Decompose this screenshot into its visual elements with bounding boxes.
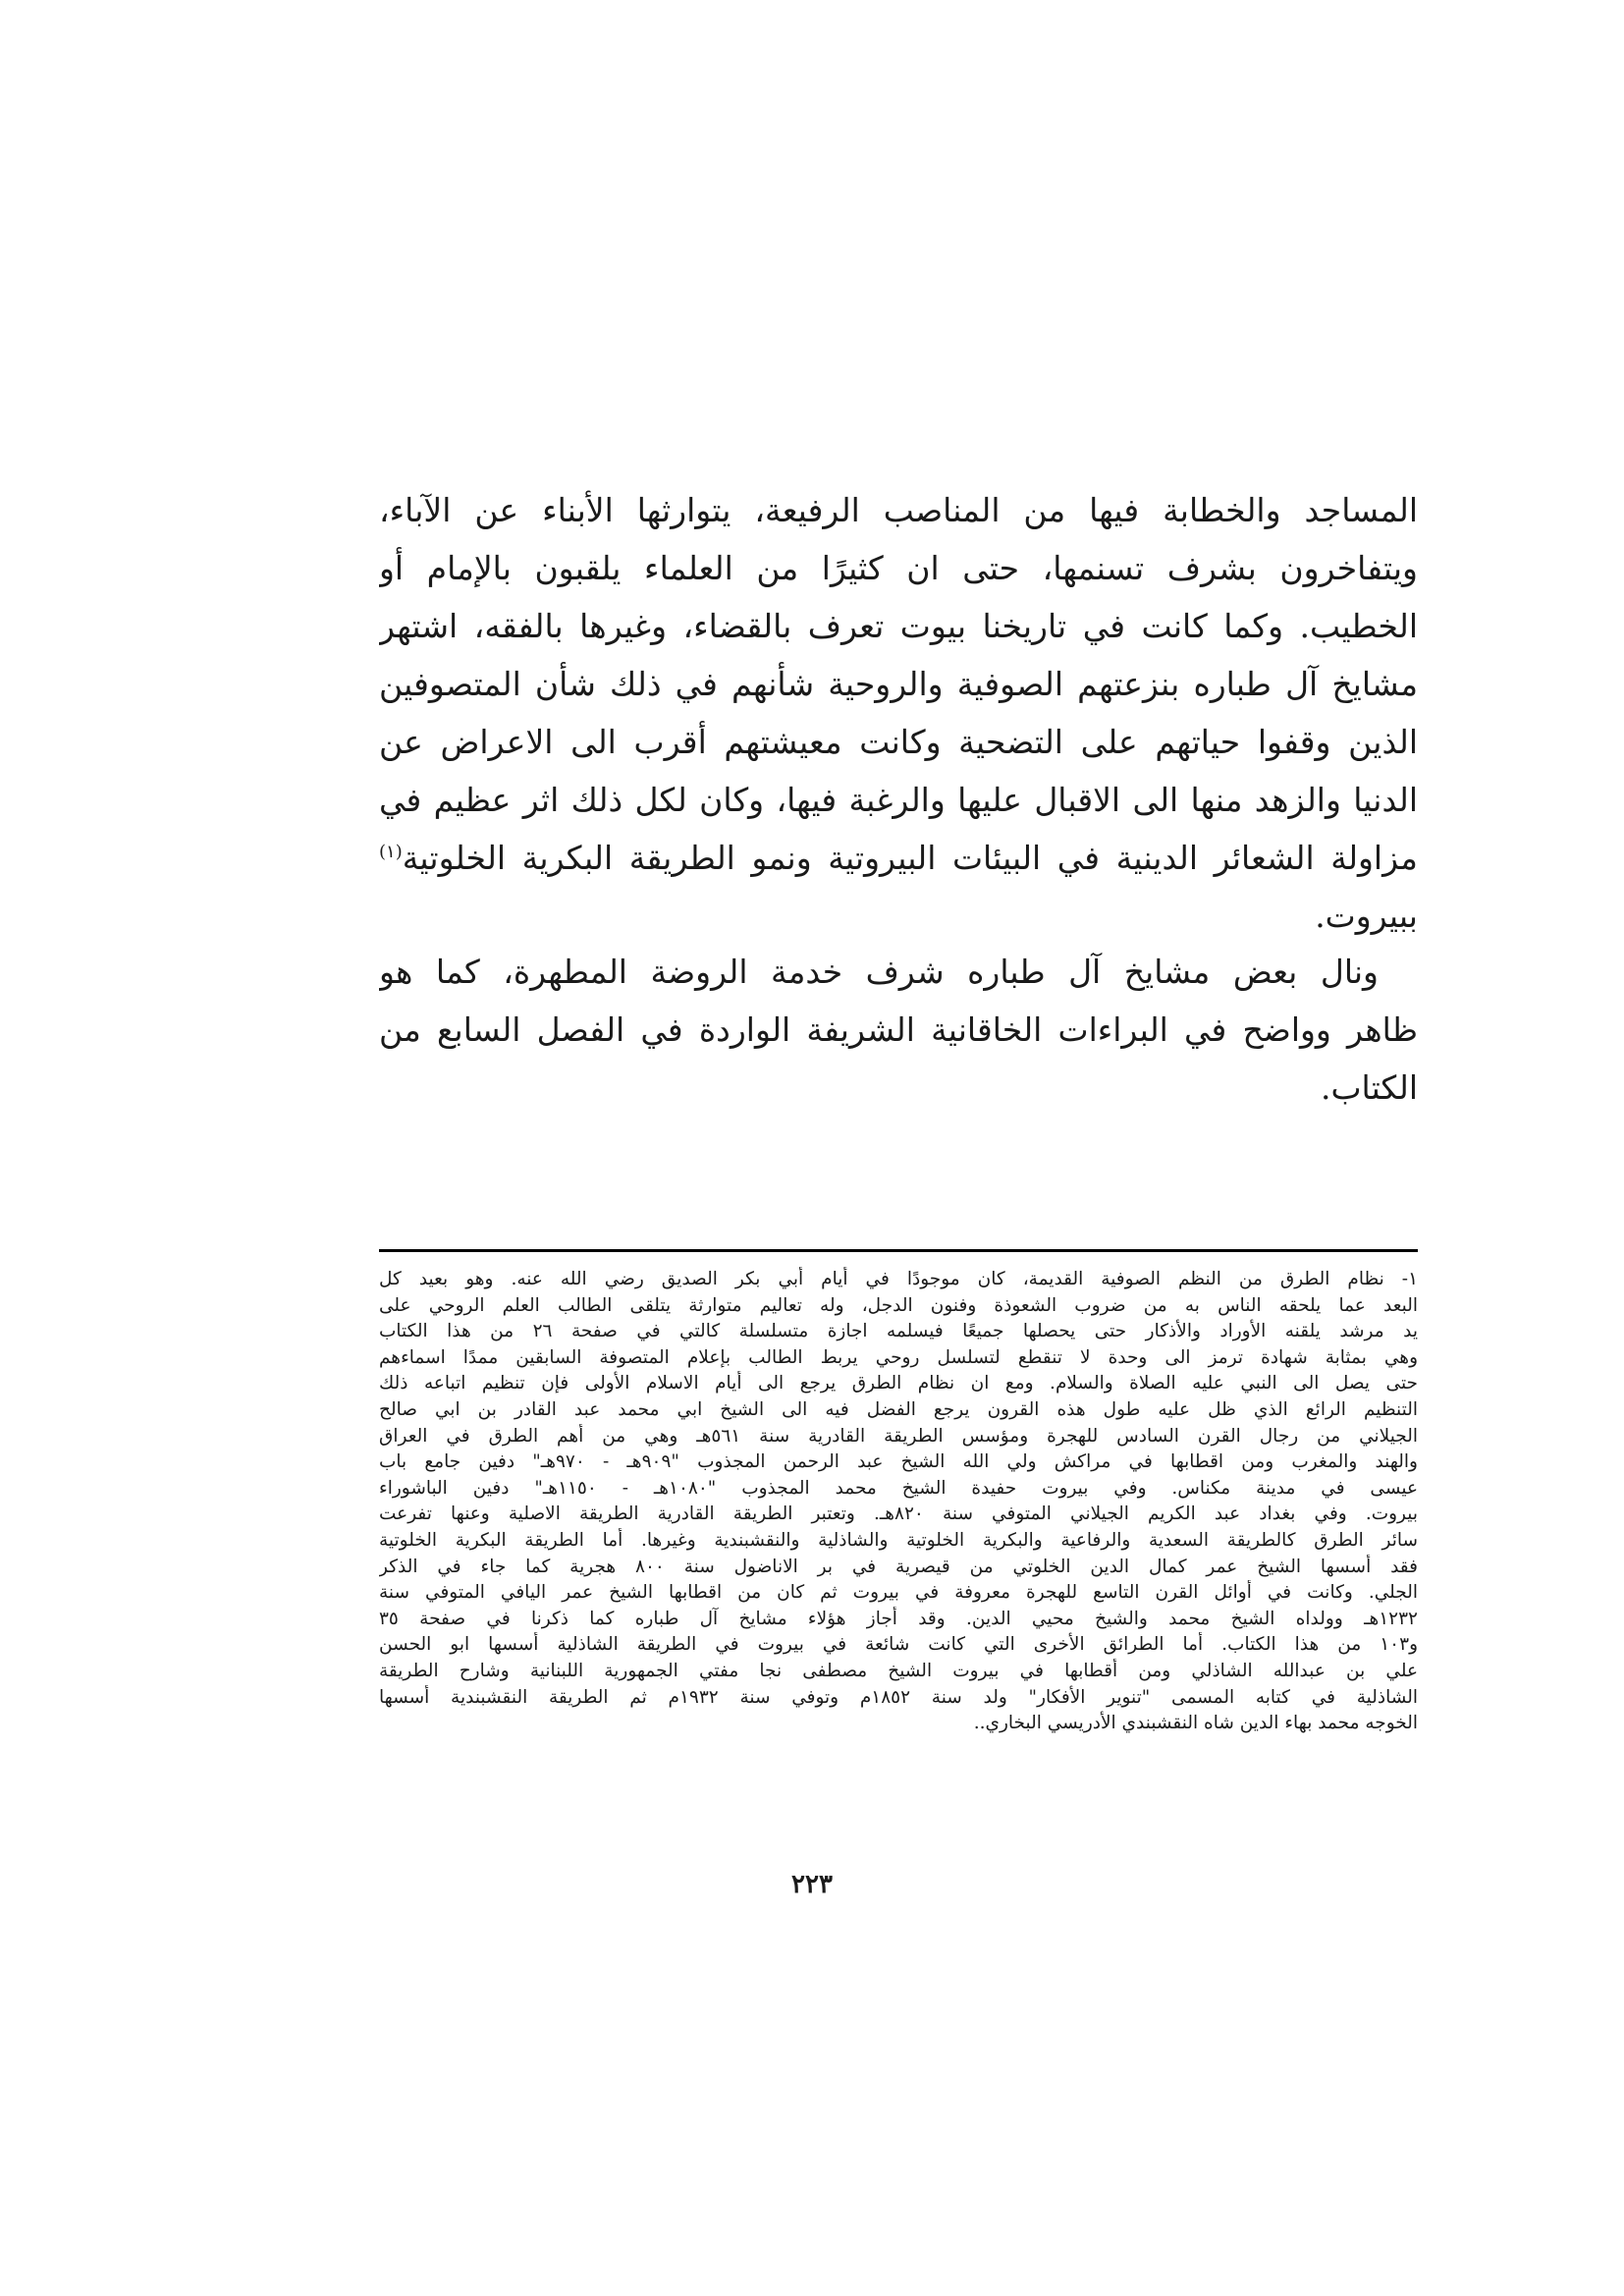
page-number: ٢٢٣	[791, 1870, 833, 1899]
footnote-line: بيروت. وفي بغداد عبد الكريم الجيلاني المتوفي سنة ٨٢٠هـ. وتعتبر الطريقة القادرية الطريقة الاصلية وعنها تفرعت	[379, 1503, 1418, 1525]
footnote-line: الخوجه محمد بهاء الدين شاه النقشبندي الأدريسي البخاري..	[973, 1713, 1418, 1734]
body-line: ونال بعض مشايخ آل طباره شرف خدمة الروضة المطهرة، كما هو	[379, 953, 1379, 991]
body-line: الكتاب.	[1320, 1068, 1418, 1107]
footnote-line: حتى يصل الى النبي عليه الصلاة والسلام. ومع ان نظام الطرق يرجع الى أيام الاسلام الأولى فإن تنظيم اتباعه ذلك	[379, 1373, 1418, 1394]
body-line: ببيروت.	[1315, 897, 1418, 935]
footnote-line: الشاذلية في كتابه المسمى "تنوير الأفكار" ولد سنة ١٨٥٢م وتوفي سنة ١٩٣٢م ثم الطريقة النقشبندية أسسها	[379, 1686, 1418, 1708]
footnote-line: عيسى في مدينة مكناس. وفي بيروت حفيدة الشيخ محمد المجذوب "١٠٨٠هـ - ١١٥٠هـ" دفين الباشوراء	[379, 1477, 1418, 1499]
body-line: مشايخ آل طباره بنزعتهم الصوفية والروحية شأنهم في ذلك شأن المتصوفين	[379, 665, 1418, 703]
footnote-line: وهي بمثابة شهادة ترمز الى وحدة لا تنقطع لتسلسل روحي يربط الطالب بإعلام المتصوفة السابقين ممدًا اسماءهم	[379, 1346, 1418, 1368]
body-line: ظاهر وواضح في البراءات الخاقانية الشريفة الواردة في الفصل السابع من	[379, 1011, 1418, 1049]
body-paragraph-2	[379, 943, 1418, 1117]
body-line: المساجد والخطابة فيها من المناصب الرفيعة، يتوارثها الأبناء عن الآباء،	[379, 491, 1418, 529]
body-line: ويتفاخرون بشرف تسنمها، حتى ان كثيرًا من العلماء يلقبون بالإمام أو	[379, 549, 1418, 587]
footnote-line: فقد أسسها الشيخ عمر كمال الدين الخلوتي من قيصرية في بر الاناضول سنة ٨٠٠ هجرية كما جاء في الذكر	[379, 1556, 1418, 1577]
body-paragraph-1	[379, 481, 1418, 945]
footnote-line: ١٢٣٢هـ وولداه الشيخ محمد والشيخ محيي الدين. وقد أجاز هؤلاء مشايخ آل طباره كما ذكرنا في صفحة ٣٥	[379, 1608, 1418, 1629]
footnote-marker: (١)	[379, 842, 403, 862]
footnote-separator	[379, 1249, 1418, 1252]
body-line: الذين وقفوا حياتهم على التضحية وكانت معيشتهم أقرب الى الاعراض عن	[379, 723, 1418, 761]
footnote-line: البعد عما يلحقه الناس به من ضروب الشعوذة وفنون الدجل، وله تعاليم متوارثة يتلقى الطالب العلم الروحي على	[379, 1294, 1418, 1316]
body-line: الدنيا والزهد منها الى الاقبال عليها والرغبة فيها، وكان لكل ذلك اثر عظيم في	[379, 781, 1418, 819]
footnote-line: الجيلاني من رجال القرن السادس للهجرة ومؤسس الطريقة القادرية سنة ٥٦١هـ وهي من أهم الطرق في العراق	[379, 1425, 1418, 1447]
footnote-line: علي بن عبدالله الشاذلي ومن أقطابها في بيروت الشيخ مصطفى نجا مفتي الجمهورية اللبنانية وشارح الطريقة	[379, 1660, 1418, 1681]
footnote-line: والهند والمغرب ومن اقطابها في مراكش ولي الله الشيخ عبد الرحمن المجذوب "٩٠٩هـ - ٩٧٠هـ" دفين جامع باب	[379, 1451, 1418, 1473]
body-line-text: مزاولة الشعائر الدينية في البيئات البيروتية ونمو الطريقة البكرية الخلوتية	[402, 839, 1418, 877]
footnote-line: يد مرشد يلقنه الأوراد والأذكار حتى يحصلها جميعًا فيسلمه اجازة متسلسلة كالتي في صفحة ٢٦ من هذا الكتاب	[379, 1321, 1418, 1342]
footnote-line: التنظيم الرائع الذي ظل عليه طول هذه القرون يرجع الفضل فيه الى الشيخ ابي محمد عبد القادر بن ابي صالح	[379, 1398, 1418, 1420]
body-line-with-footnote	[379, 829, 1418, 887]
footnote-block	[379, 1267, 1418, 1737]
footnote-line: الجلي. وكانت في أوائل القرن التاسع للهجرة معروفة في بيروت ثم كان من اقطابها الشيخ عمر اليافي المتوفي سنة	[379, 1582, 1418, 1604]
footnote-line: و١٠٣ من هذا الكتاب. أما الطرائق الأخرى التي كانت شائعة في بيروت في الطريقة الشاذلية أسسها ابو الحسن	[379, 1634, 1418, 1656]
footnote-line: ١- نظام الطرق من النظم الصوفية القديمة، كان موجودًا في أيام أبي بكر الصديق رضي الله عنه. وهو بعيد كل	[379, 1269, 1418, 1289]
footnote-line: سائر الطرق كالطريقة السعدية والرفاعية والبكرية الخلوتية والشاذلية والنقشبندية وغيرها. أما الطريقة البكرية الخلوتية	[379, 1529, 1418, 1551]
body-line: الخطيب. وكما كانت في تاريخنا بيوت تعرف بالقضاء، وغيرها بالفقه، اشتهر	[379, 607, 1418, 645]
